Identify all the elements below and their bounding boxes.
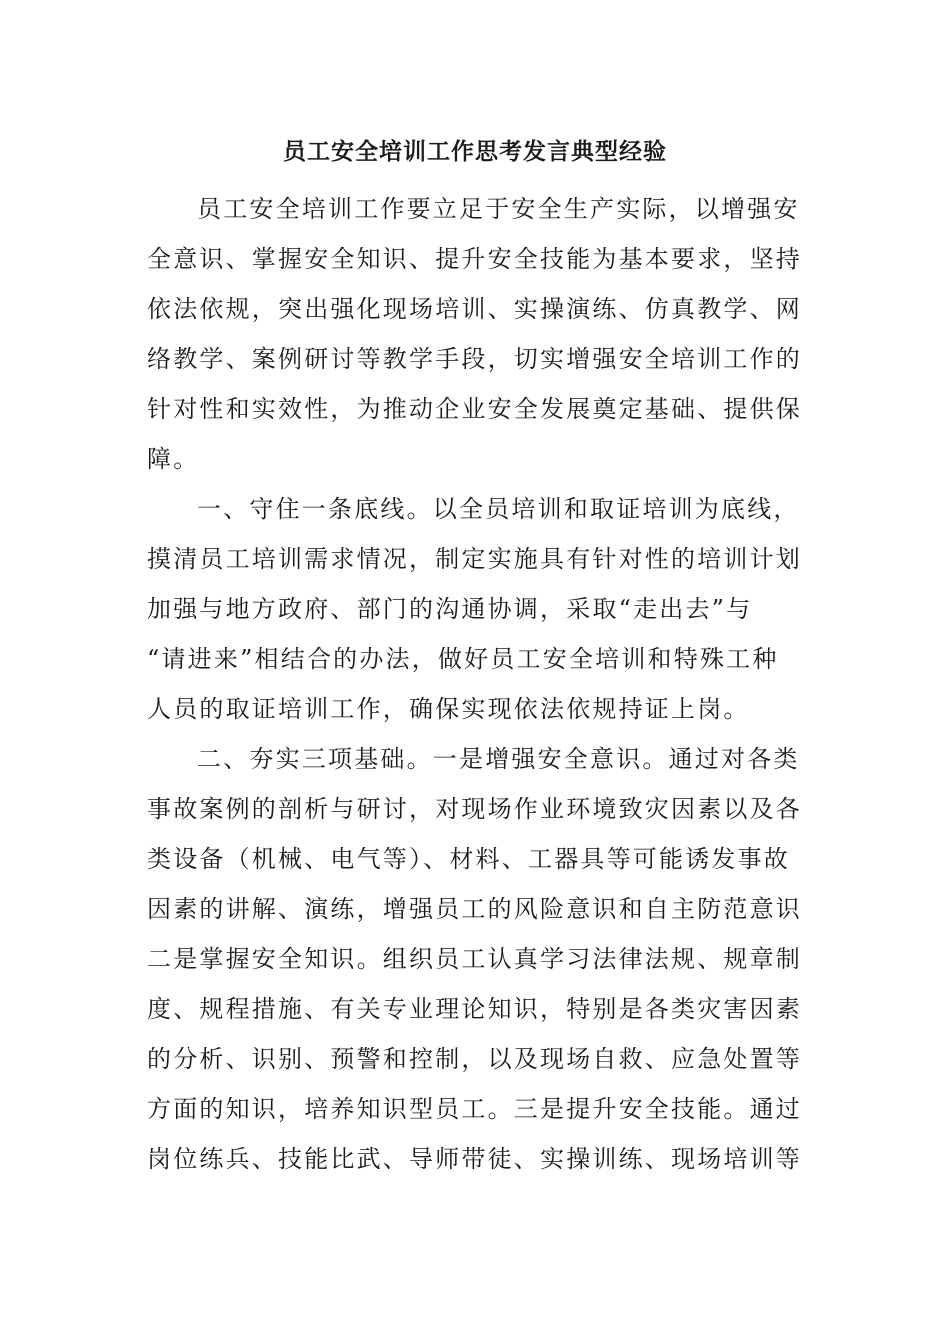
text-line: 的分析、识别、预警和控制，以及现场自救、应急处置等 [147,1045,802,1073]
text-line: 度、规程措施、有关专业理论知识，特别是各类灾害因素 [147,995,802,1023]
text-line: 针对性和实效性，为推动企业安全发展奠定基础、提供保 [147,395,802,423]
text-line: 员工安全培训工作要立足于安全生产实际，以增强安 [197,195,800,223]
document-title: 员工安全培训工作思考发言典型经验 [283,138,667,165]
text-line: 人员的取证培训工作，确保实现依法依规持证上岗。 [147,695,750,723]
text-line: 障。 [147,445,200,473]
text-line: 方面的知识，培养知识型员工。三是提升安全技能。通过 [147,1095,802,1123]
text-line: 岗位练兵、技能比武、导师带徒、实操训练、现场培训等 [147,1145,802,1173]
text-line: 类设备（机械、电气等）、材料、工器具等可能诱发事故 [147,845,790,873]
document-body [147,184,807,1184]
text-line: 二、夯实三项基础。一是增强安全意识。通过对各类 [197,745,800,773]
text-line: 全意识、掌握安全知识、提升安全技能为基本要求，坚持 [147,245,802,273]
text-line: 一、守住一条底线。以全员培训和取证培训为底线， [197,495,800,523]
text-line: 事故案例的剖析与研讨，对现场作业环境致灾因素以及各 [147,795,802,823]
text-line: 摸清员工培训需求情况，制定实施具有针对性的培训计划 [147,545,802,573]
text-line: 二是掌握安全知识。组织员工认真学习法律法规、规章制 [147,945,802,973]
text-line: 因素的讲解、演练，增强员工的风险意识和自主防范意识 [147,895,802,923]
text-line: 络教学、案例研讨等教学手段，切实增强安全培训工作的 [147,345,802,373]
text-line: “请进来”相结合的办法，做好员工安全培训和特殊工种 [147,645,779,673]
text-line: 加强与地方政府、部门的沟通协调，采取“走出去”与 [147,595,753,623]
text-line: 依法依规，突出强化现场培训、实操演练、仿真教学、网 [147,295,802,323]
